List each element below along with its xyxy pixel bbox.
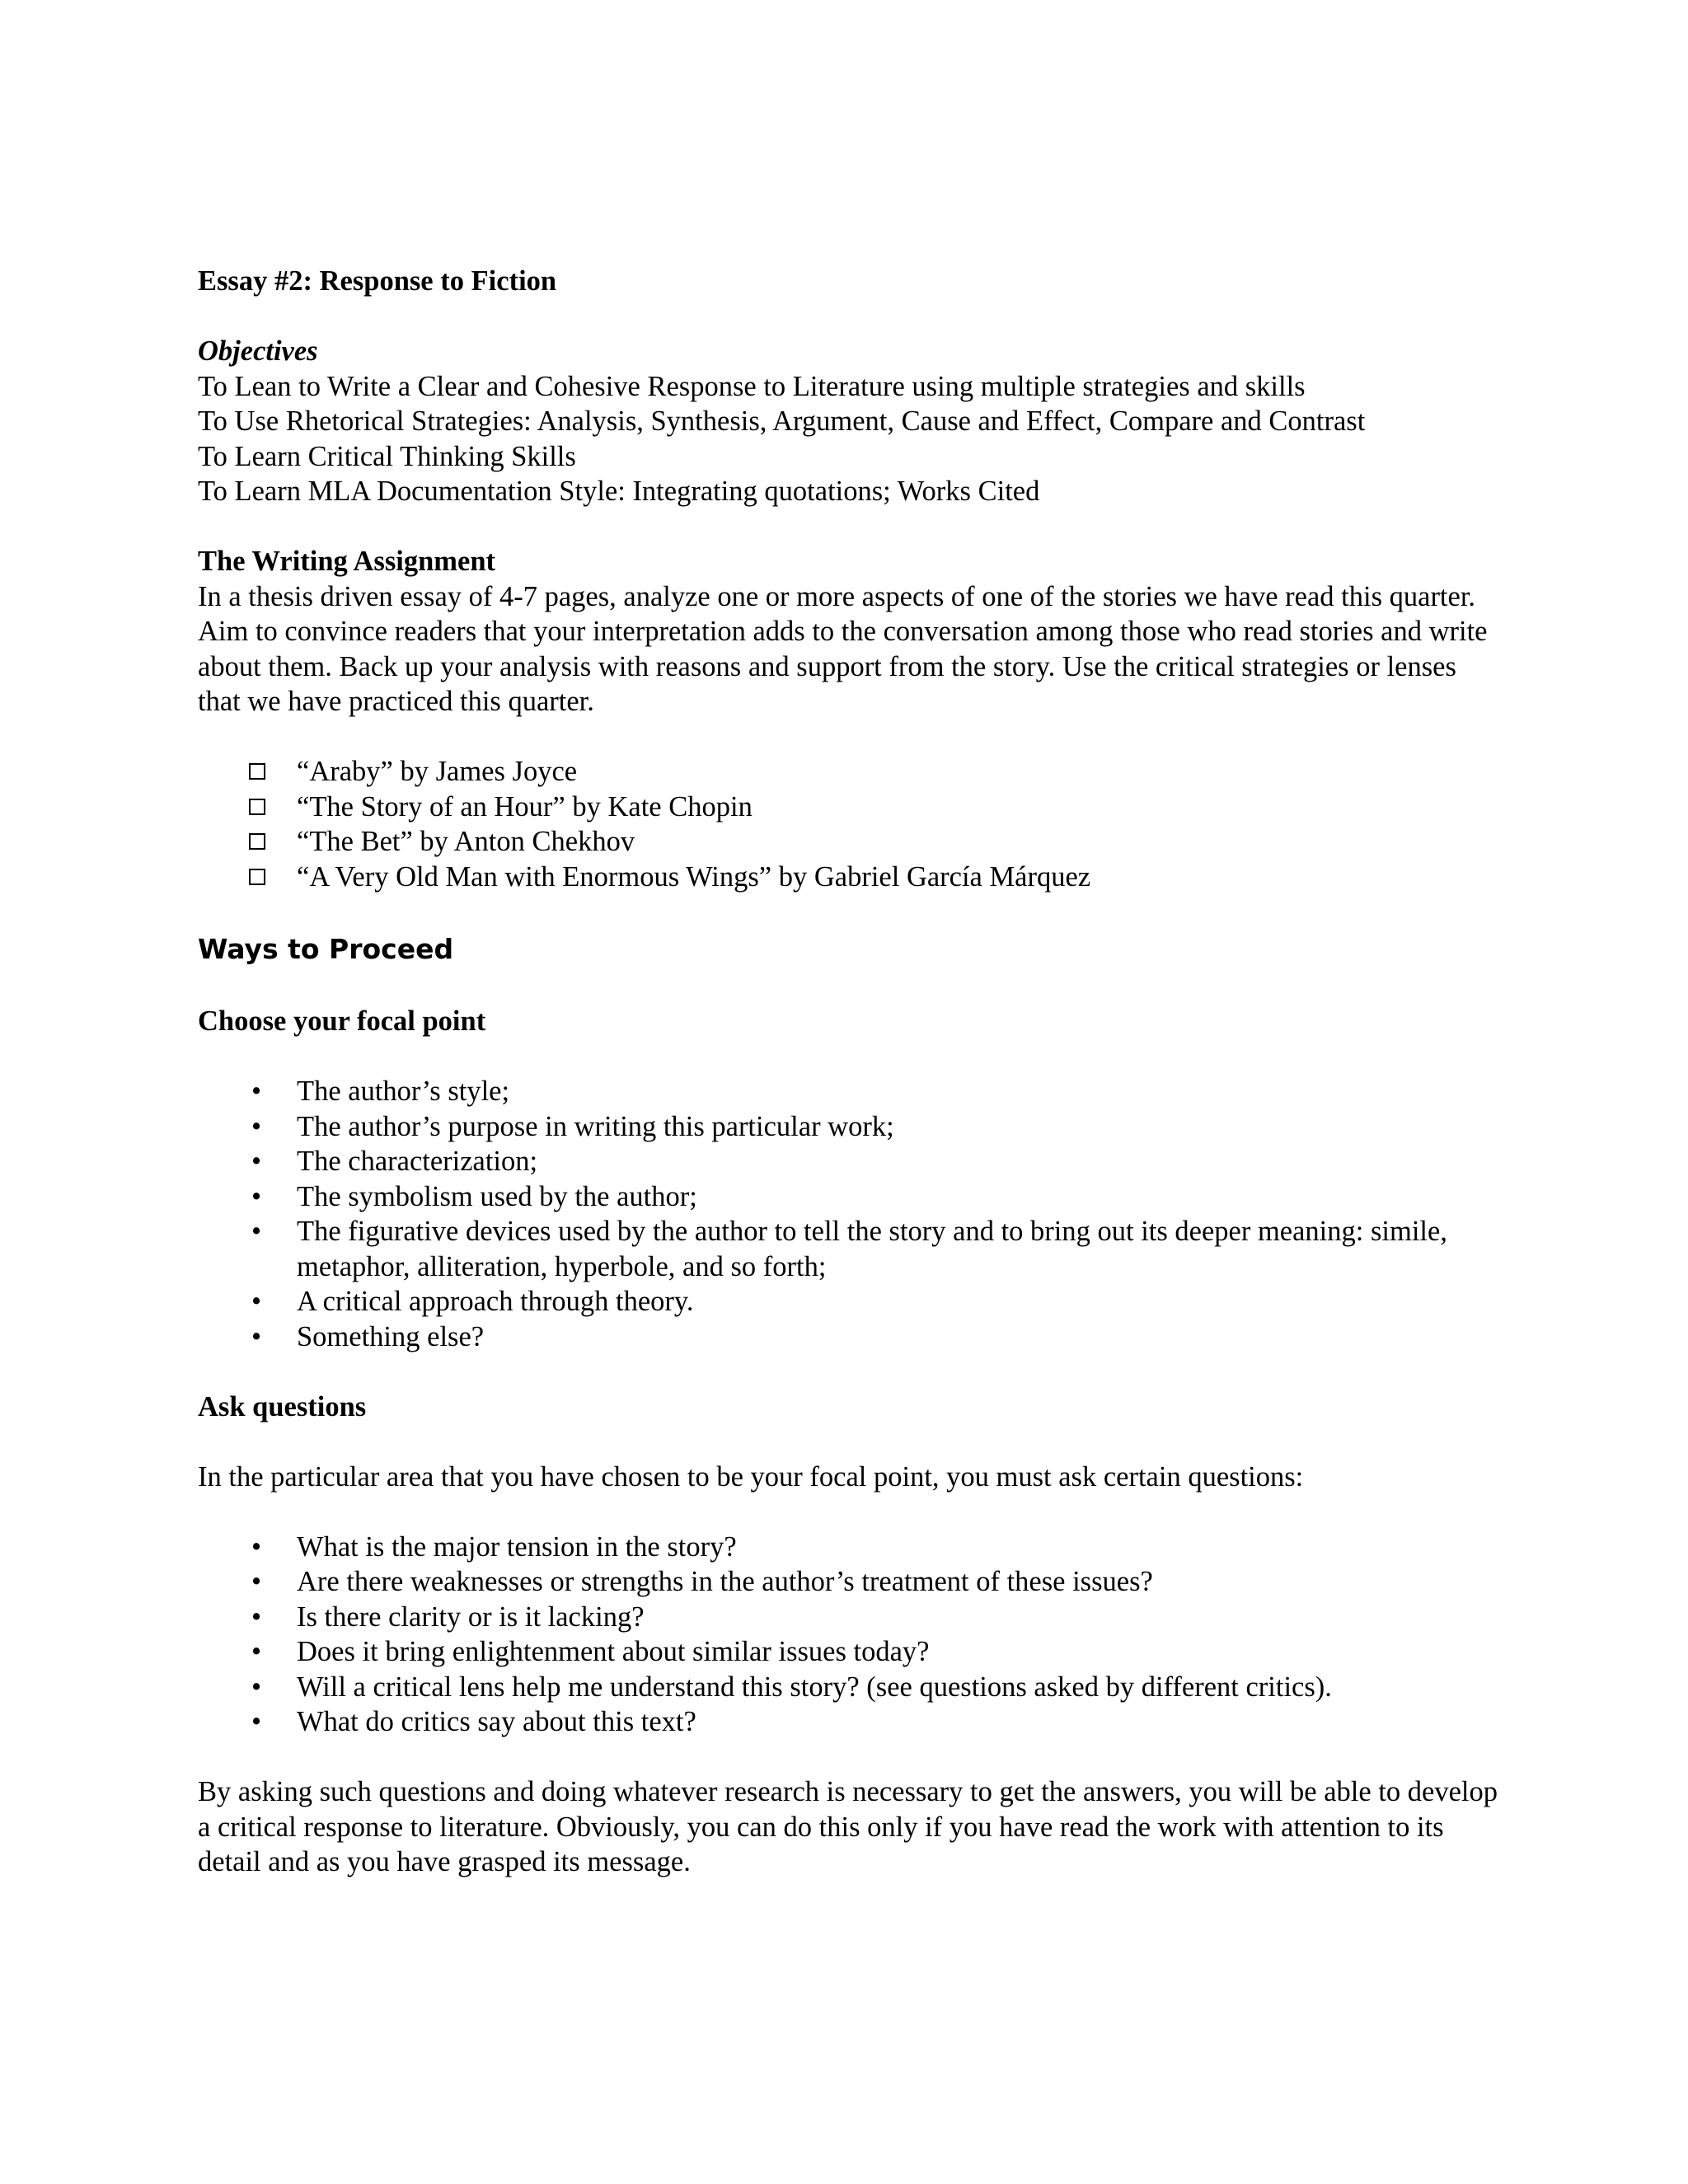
bullet-icon: •: [251, 1076, 262, 1107]
spacer: [198, 1354, 1500, 1390]
story-label: “The Bet” by Anton Chekhov: [297, 826, 635, 857]
focal-item-text: Something else?: [297, 1320, 485, 1352]
spacer: [198, 969, 1500, 1005]
focal-item: [198, 1144, 1500, 1179]
story-label: “The Story of an Hour” by Kate Chopin: [297, 790, 753, 823]
focal-item-text: The symbolism used by the author;: [297, 1180, 697, 1212]
checkbox-icon: [249, 763, 265, 780]
focal-item-text: A critical approach through theory.: [297, 1286, 694, 1317]
assignment-paragraph: In a thesis driven essay of 4-7 pages, analyze one or more aspects of one of the stories we have read this quarter. Aim to convince readers that your interpretation adds to the conversation among those who read stories and write about them. Back up your analysis with reasons and support from the story. Use the critical strategies or lenses that we have practiced this quarter.: [198, 580, 1488, 717]
story-item: [198, 860, 1500, 895]
question-item-text: Will a critical lens help me understand this story? (see questions asked by different critics).: [297, 1671, 1332, 1703]
bullet-icon: •: [251, 1706, 262, 1737]
checkbox-icon: [249, 833, 265, 850]
questions-list: [198, 1530, 1500, 1740]
focal-item-text: The author’s purpose in writing this particular work;: [297, 1110, 894, 1142]
bullet-icon: •: [251, 1216, 262, 1247]
question-item: [198, 1564, 1500, 1600]
spacer: [198, 1039, 1500, 1075]
bullet-icon: •: [251, 1146, 262, 1177]
focal-item: [198, 1284, 1500, 1319]
spacer: [198, 1494, 1500, 1530]
question-item-text: Does it bring enlightenment about similar issues today?: [297, 1636, 930, 1667]
focal-heading: Choose your focal point: [198, 1005, 486, 1037]
focal-section: [198, 1004, 1500, 1354]
story-checklist: [198, 754, 1500, 894]
bullet-icon: •: [251, 1636, 262, 1667]
bullet-icon: •: [251, 1180, 262, 1212]
focal-item: [198, 1074, 1500, 1109]
questions-intro: In the particular area that you have chosen to be your focal point, you must ask certain questions:: [198, 1460, 1304, 1493]
questions-heading: Ask questions: [198, 1390, 367, 1422]
story-label: “Araby” by James Joyce: [297, 756, 578, 787]
story-item: [198, 824, 1500, 860]
bullet-icon: •: [251, 1601, 262, 1633]
question-item: [198, 1670, 1500, 1705]
focal-list: [198, 1074, 1500, 1354]
spacer: [198, 1740, 1500, 1775]
checkbox-icon: [249, 799, 265, 815]
question-item-text: Are there weaknesses or strengths in the author’s treatment of these issues?: [297, 1566, 1153, 1597]
objectives-section: [198, 334, 1500, 509]
question-item: [198, 1634, 1500, 1670]
focal-item-text: The author’s style;: [297, 1076, 510, 1107]
spacer: [198, 1424, 1500, 1460]
document-title: Essay #2: Response to Fiction: [198, 265, 557, 297]
story-item: [198, 754, 1500, 790]
focal-item-text: The figurative devices used by the author to tell the story and to bring out its deeper meaning: simile, metaphor, alliteration, hyperbole, and so forth;: [297, 1216, 1447, 1282]
ways-heading: Ways to Proceed: [198, 932, 454, 965]
question-item-text: What is the major tension in the story?: [297, 1530, 737, 1563]
spacer: [198, 894, 1500, 930]
bullet-icon: •: [251, 1671, 262, 1703]
question-item: [198, 1600, 1500, 1635]
bullet-icon: •: [251, 1566, 262, 1597]
question-item: [198, 1530, 1500, 1565]
objective-item: To Use Rhetorical Strategies: Analysis, Synthesis, Argument, Cause and Effect, Compare and Contrast: [198, 405, 1366, 437]
assignment-section: [198, 544, 1500, 894]
story-label: “A Very Old Man with Enormous Wings” by Gabriel García Márquez: [297, 860, 1091, 893]
assignment-heading: The Writing Assignment: [198, 546, 496, 577]
objective-item: To Learn Critical Thinking Skills: [198, 440, 576, 472]
bullet-icon: •: [251, 1286, 262, 1317]
question-item-text: What do critics say about this text?: [297, 1706, 696, 1737]
spacer: [198, 299, 1500, 335]
question-item-text: Is there clarity or is it lacking?: [297, 1601, 645, 1633]
focal-item: [198, 1109, 1500, 1145]
focal-item: [198, 1214, 1500, 1284]
bullet-icon: •: [251, 1320, 262, 1352]
objective-item: To Learn MLA Documentation Style: Integrating quotations; Works Cited: [198, 476, 1040, 507]
objective-item: To Lean to Write a Clear and Cohesive Response to Literature using multiple strategies and skills: [198, 370, 1306, 402]
objectives-heading: Objectives: [198, 335, 318, 367]
questions-section: [198, 1390, 1500, 1740]
spacer: [198, 509, 1500, 545]
focal-item-text: The characterization;: [297, 1146, 538, 1177]
bullet-icon: •: [251, 1530, 262, 1563]
document-body: [198, 264, 1500, 1880]
story-item: [198, 790, 1500, 825]
focal-item: [198, 1319, 1500, 1355]
bullet-icon: •: [251, 1110, 262, 1142]
focal-item: [198, 1179, 1500, 1215]
conclusion-paragraph: By asking such questions and doing whatever research is necessary to get the answers, you will be able to develop a critical response to literature. Obviously, you can do this only if you have read the work with attention to its detail and as you have grasped its message.: [198, 1776, 1498, 1877]
question-item: [198, 1704, 1500, 1740]
spacer: [198, 719, 1500, 755]
checkbox-icon: [249, 869, 265, 885]
